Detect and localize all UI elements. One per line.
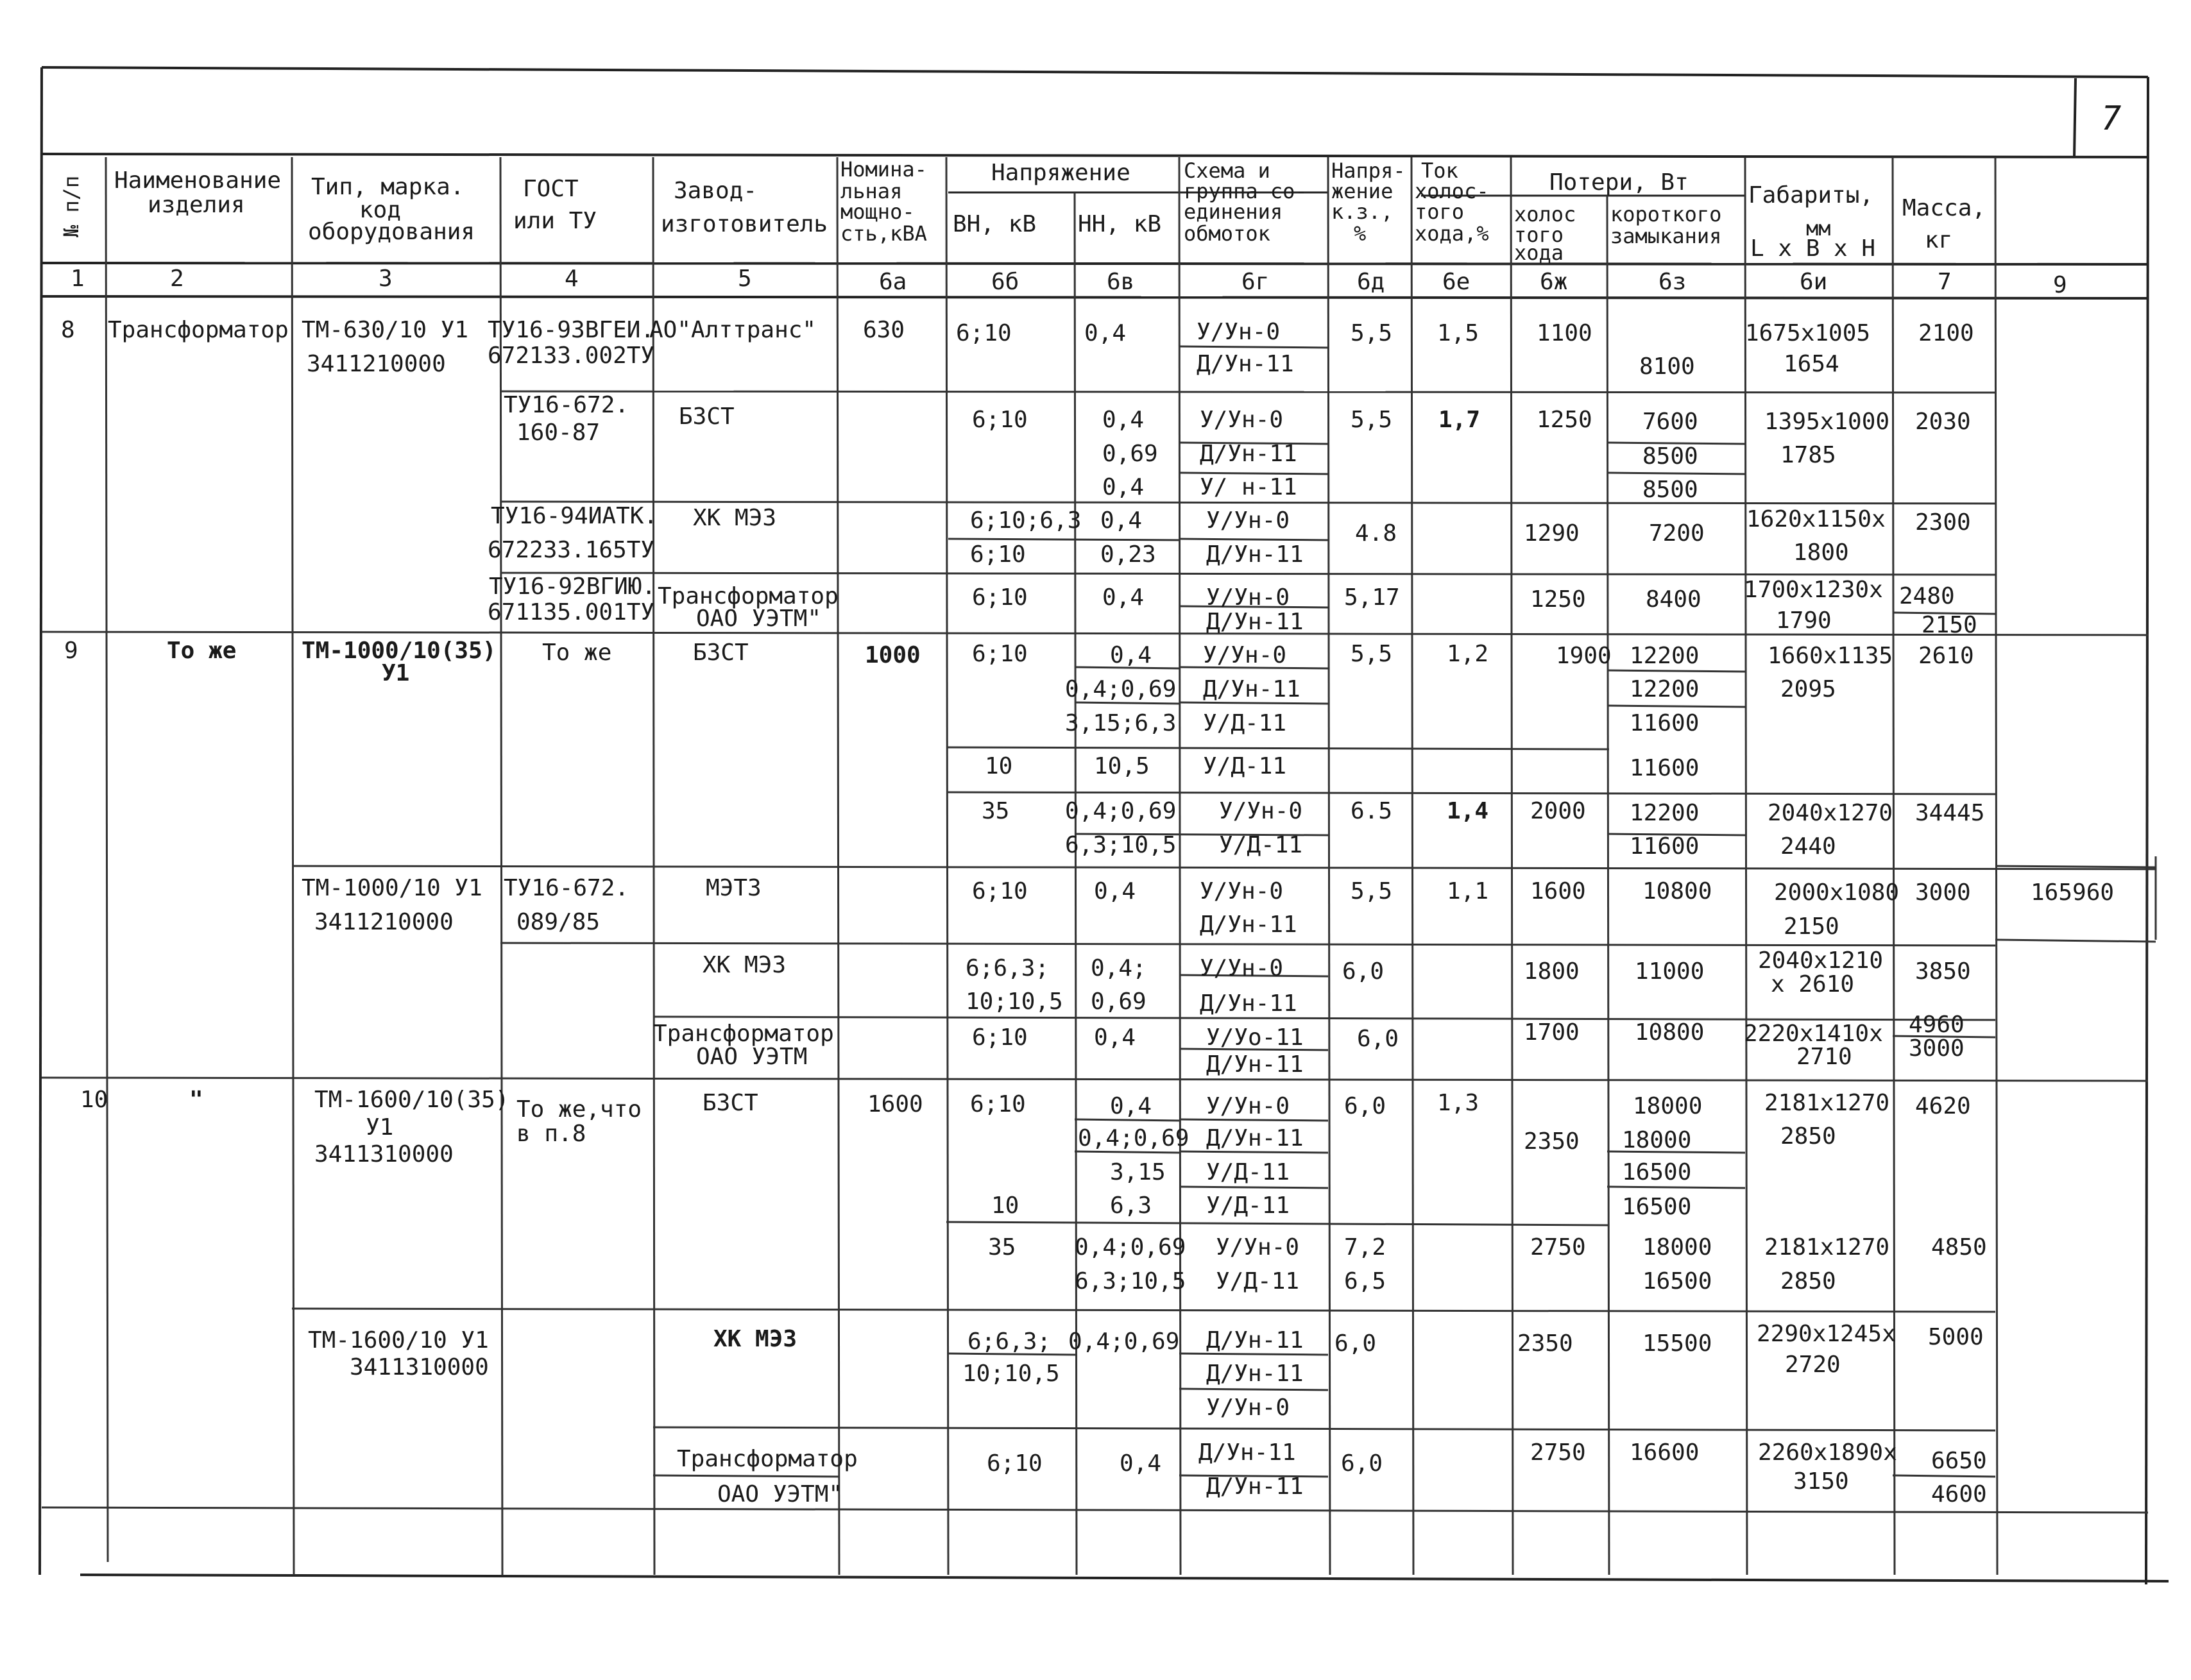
row8-gost-c1: ТУ16-94ИАТК. [491, 503, 658, 529]
row10-pk-a2: 18000 [1622, 1127, 1692, 1153]
row8-gost-a1: ТУ16-93ВГЕИ. [488, 317, 655, 343]
row10-uk-a1: 6,0 [1344, 1093, 1386, 1119]
row10-uk-b: 6,0 [1334, 1330, 1377, 1357]
row10-schema-b1: Д/Ун-11 [1206, 1327, 1304, 1353]
row9-p0-b: 1600 [1530, 878, 1586, 904]
header-gost: ГОСТ [523, 176, 579, 202]
row10-nn-a4: 6,3 [1110, 1192, 1152, 1219]
row8-schema-c1: У/Ун-0 [1206, 507, 1290, 534]
row8-number: 8 [61, 317, 75, 343]
row9-i0-b: 1,1 [1447, 878, 1489, 904]
row8-pk-d: 8400 [1646, 586, 1701, 613]
row9-mass-c: 3850 [1915, 958, 1971, 985]
header-schema: Схема и [1184, 158, 1270, 183]
header-uk-2: жение [1331, 179, 1394, 203]
row9-pk-a5: 12200 [1630, 800, 1700, 826]
row8-schema-b3: У/ н-11 [1200, 474, 1297, 500]
row9-pk-a2: 12200 [1630, 676, 1700, 702]
header-uk: Напря- [1331, 158, 1406, 183]
row9-gost-b2: 089/85 [516, 909, 601, 935]
row10-vn-a1: 6;10 [970, 1091, 1026, 1117]
row8-schema-a1: У/Ун-0 [1197, 319, 1281, 345]
header-name: Наименование [114, 167, 282, 194]
row8-nn-c1: 0,4 [1100, 507, 1143, 534]
row8-factory-b: БЗСТ [679, 403, 735, 430]
row10-dim-a1: 2181x1270 [1764, 1090, 1890, 1116]
row9-dim-c2: x 2610 [1771, 971, 1855, 997]
row10-schema-a1: У/Ун-0 [1206, 1093, 1290, 1119]
row10-pk-a6: 16500 [1642, 1268, 1712, 1294]
row9-dim-b2: 2150 [1784, 913, 1839, 940]
row9-p0-a1: 1900 [1556, 643, 1612, 669]
colnum-6z: 6з [1658, 269, 1687, 295]
row8-name: Трансформатор [108, 317, 289, 343]
row9-nn-a6: 6,3;10,5 [1065, 832, 1177, 858]
row10-schema-a4: У/Д-11 [1206, 1192, 1290, 1219]
row10-dim-a2: 2850 [1780, 1123, 1836, 1150]
row8-schema-d2: Д/Ун-11 [1206, 609, 1304, 635]
row10-name: " [189, 1087, 203, 1113]
colnum-6zh: 6ж [1540, 269, 1568, 295]
row9-nn-a3: 3,15;6,3 [1065, 710, 1177, 736]
row8-dim-d2: 1790 [1776, 607, 1832, 634]
row9-vn-a1: 6;10 [972, 641, 1028, 667]
row10-nn-a6: 6,3;10,5 [1075, 1268, 1186, 1294]
row10-dim-a4: 2850 [1780, 1268, 1836, 1294]
row9-mass-a2: 34445 [1915, 800, 1985, 826]
row9-schema-d1: У/Уо-11 [1206, 1024, 1304, 1051]
row9-mass-b: 3000 [1915, 879, 1971, 906]
row8-pk-a: 8100 [1639, 353, 1695, 380]
row10-factory-b: ХК МЭЗ [713, 1326, 797, 1352]
row8-factory-d2: ОАО УЭТМ" [696, 606, 822, 632]
row8-dim-c2: 1800 [1793, 539, 1849, 566]
row10-type-a2: У1 [366, 1114, 394, 1141]
row10-schema-c2: Д/Ун-11 [1206, 1473, 1304, 1500]
row10-nn-a2: 0,4;0,69 [1078, 1125, 1189, 1151]
row10-dim-b1: 2290x1245x [1757, 1321, 1896, 1347]
row8-p0-b: 1250 [1537, 407, 1592, 433]
row10-pk-b: 15500 [1642, 1330, 1712, 1357]
colnum-3: 3 [379, 266, 393, 292]
row10-vn-a2: 10 [991, 1192, 1019, 1219]
row10-dim-c2: 3150 [1793, 1468, 1849, 1495]
row9-schema-a1: У/Ун-0 [1203, 642, 1287, 668]
row9-schema-a3: У/Д-11 [1203, 710, 1287, 736]
row8-mass-b: 2030 [1915, 409, 1971, 435]
row8-schema-a2: Д/Ун-11 [1197, 351, 1294, 377]
row9-type-b2: 3411210000 [314, 909, 454, 935]
row8-p0-d: 1250 [1530, 586, 1586, 613]
row8-dim-a2: 1654 [1784, 351, 1839, 377]
header-name-2: изделия [148, 192, 245, 218]
header-dims: Габариты, [1748, 182, 1874, 208]
colnum-7: 7 [1938, 269, 1952, 295]
row9-dim-a3: 2040x1270 [1768, 800, 1893, 826]
row8-pk-b2: 8500 [1642, 443, 1698, 470]
header-power-4: сть,кВА [840, 221, 927, 246]
row8-uk-a: 5,5 [1351, 320, 1393, 346]
row9-mass-d2: 3000 [1909, 1035, 1965, 1062]
row8-type: ТМ-630/10 У1 [302, 317, 469, 343]
row10-uk-c: 6,0 [1341, 1450, 1383, 1477]
row9-vn-a2: 10 [985, 753, 1013, 779]
row9-name: То же [167, 638, 237, 664]
row8-pk-b3: 8500 [1642, 477, 1698, 503]
row10-gost-a2: в п.8 [516, 1121, 586, 1147]
row10-p0-c: 2750 [1530, 1439, 1586, 1466]
row8-gost-d1: ТУ16-92ВГИЮ. [489, 573, 656, 600]
row10-nn-c: 0,4 [1120, 1450, 1162, 1477]
row9-pk-a3: 11600 [1630, 710, 1700, 736]
row9-pk-b: 10800 [1642, 878, 1712, 904]
row9-dim-a1: 1660x1135 [1768, 643, 1893, 669]
row10-mass-c1: 6650 [1931, 1448, 1987, 1474]
header-factory-2: изготовитель [661, 211, 828, 237]
row8-nn-b1: 0,4 [1102, 407, 1145, 433]
row10-schema-c1: Д/Ун-11 [1198, 1439, 1296, 1466]
row9-nn-c2: 0,69 [1091, 988, 1147, 1015]
row8-i0-a: 1,5 [1437, 320, 1479, 346]
row8-gost-a2: 672133.002ТУ [488, 343, 655, 369]
row10-schema-b2: Д/Ун-11 [1206, 1361, 1304, 1387]
row10-factory-c1: Трансформатор [677, 1446, 858, 1472]
row8-gost-c2: 672233.165ТУ [488, 537, 655, 563]
header-losses: Потери, Вт [1549, 169, 1689, 196]
row9-p0-c: 1800 [1524, 958, 1580, 985]
row8-gost-d2: 671135.001ТУ [488, 599, 655, 625]
row10-pk-a5: 18000 [1642, 1234, 1712, 1260]
row10-dim-c1: 2260x1890x [1758, 1439, 1897, 1466]
row9-power: 1000 [865, 642, 921, 668]
header-power: Номина- [840, 157, 927, 182]
row8-schema-b1: У/Ун-0 [1200, 407, 1284, 433]
row10-i0-a: 1,3 [1437, 1090, 1479, 1116]
header-schema-2: группа со- [1184, 179, 1308, 203]
row10-p0-b: 2350 [1517, 1330, 1573, 1357]
page-number: 7 [2101, 99, 2122, 138]
row9-factory-a: БЗСТ [693, 640, 749, 666]
header-p0-2: того [1514, 223, 1564, 247]
row8-power: 630 [863, 317, 905, 343]
row9-schema-d2: Д/Ун-11 [1206, 1051, 1304, 1078]
row8-p0-a: 1100 [1537, 320, 1592, 346]
row8-nn-d: 0,4 [1102, 584, 1145, 611]
row9-p0-a2: 2000 [1530, 798, 1586, 824]
colnum-4: 4 [565, 266, 579, 292]
row9-pk-d: 10800 [1635, 1019, 1705, 1046]
row8-factory-c: ХК МЭЗ [693, 505, 777, 531]
row10-pk-a3: 16500 [1622, 1159, 1692, 1185]
header-uk-4: % [1354, 221, 1367, 246]
row10-pk-a4: 16500 [1622, 1194, 1692, 1220]
row8-nn-b3: 0,4 [1102, 474, 1145, 500]
row9-uk-c: 6,0 [1342, 958, 1385, 985]
row9-pk-c: 11000 [1635, 958, 1705, 985]
row9-schema-c2: Д/Ун-11 [1200, 990, 1297, 1017]
row10-uk-a2: 7,2 [1344, 1234, 1386, 1260]
row9-uk-a2: 6.5 [1351, 798, 1393, 824]
row10-mass-a2: 4850 [1931, 1234, 1987, 1260]
row10-vn-b1: 6;6,3; [968, 1328, 1052, 1355]
row8-code: 3411210000 [307, 351, 446, 377]
header-number: № п/п [59, 175, 83, 237]
colnum-6d: 6д [1357, 269, 1385, 295]
row9-nn-b: 0,4 [1094, 878, 1136, 904]
row9-extra-b: 165960 [2031, 879, 2115, 906]
header-current-4: хода,% [1415, 221, 1489, 246]
row9-vn-b: 6;10 [972, 878, 1028, 904]
row8-vn-d: 6;10 [972, 584, 1028, 611]
header-power-3: мощно- [840, 199, 915, 224]
row9-type-a2: У1 [382, 660, 410, 686]
row9-factory-d2: ОАО УЭТМ [696, 1044, 808, 1070]
row9-nn-a5: 0,4;0,69 [1065, 798, 1177, 824]
row9-uk-b: 5,5 [1351, 878, 1393, 904]
row8-vn-a: 6;10 [956, 320, 1012, 346]
row8-i0-b: 1,7 [1438, 407, 1481, 433]
colnum-6a: 6а [879, 269, 907, 295]
header-factory: Завод- [674, 178, 758, 204]
row8-mass-a: 2100 [1918, 320, 1974, 346]
row10-vn-b2: 10;10,5 [962, 1361, 1060, 1387]
row8-uk-c: 4.8 [1355, 520, 1397, 547]
header-pk-2: замыкания [1610, 224, 1722, 248]
row10-type-b2: 3411310000 [350, 1354, 489, 1380]
row9-factory-b: МЭТЗ [706, 875, 762, 901]
row9-gost-a: То же [542, 640, 612, 666]
header-current-3: того [1415, 199, 1465, 224]
row8-uk-b: 5,5 [1351, 407, 1393, 433]
header-type-3: оборудования [308, 219, 475, 245]
row10-vn-c: 6;10 [987, 1450, 1043, 1477]
header-p0: холос [1514, 202, 1576, 226]
row9-vn-c2: 10;10,5 [966, 988, 1063, 1015]
row9-mass-a1: 2610 [1918, 643, 1974, 669]
header-power-2: льная [840, 179, 903, 203]
row8-schema-d1: У/Ун-0 [1206, 584, 1290, 611]
row8-dim-c1: 1620x1150x [1746, 506, 1886, 532]
row8-nn-c2: 0,23 [1100, 541, 1156, 568]
row8-gost-b1: ТУ16-672. [504, 392, 629, 418]
row8-uk-d: 5,17 [1344, 584, 1400, 611]
header-nn: НН, кВ [1078, 211, 1162, 237]
row9-nn-a2: 0,4;0,69 [1065, 676, 1177, 702]
row8-mass-c: 2300 [1915, 509, 1971, 536]
row8-gost-b2: 160-87 [516, 420, 601, 446]
row10-p0-a1: 2350 [1524, 1128, 1580, 1155]
row9-schema-a6: У/Д-11 [1219, 832, 1303, 858]
colnum-6g: 6г [1241, 269, 1270, 295]
colnum-6b: 6б [991, 269, 1019, 295]
row8-vn-c1: 6;10;6,3 [970, 507, 1082, 534]
row8-vn-b: 6;10 [972, 407, 1028, 433]
row9-nn-a4: 10,5 [1094, 753, 1150, 779]
row10-dim-b2: 2720 [1785, 1352, 1841, 1378]
row9-dim-c1: 2040x1210 [1758, 947, 1884, 974]
row8-vn-c2: 6;10 [970, 541, 1026, 568]
row9-type-a1: ТМ-1000/10(35) [302, 638, 497, 664]
row9-schema-a4: У/Д-11 [1203, 753, 1287, 779]
row10-p0-a2: 2750 [1530, 1234, 1586, 1260]
row9-schema-a5: У/Ун-0 [1219, 798, 1303, 824]
colnum-6e: 6е [1442, 269, 1471, 295]
row9-vn-c1: 6;6,3; [966, 955, 1050, 981]
row9-dim-a2: 2095 [1780, 676, 1836, 702]
row9-mass-d1: 4960 [1909, 1012, 1965, 1038]
row9-dim-d2: 2710 [1796, 1044, 1852, 1070]
header-current-2: холос- [1415, 179, 1489, 203]
row9-type-b1: ТМ-1000/10 У1 [302, 875, 482, 901]
row10-uk-a3: 6,5 [1344, 1268, 1386, 1294]
row8-dim-d1: 1700x1230x [1744, 577, 1883, 603]
row9-uk-a1: 5,5 [1351, 641, 1393, 667]
row8-p0-c: 1290 [1524, 520, 1580, 547]
colnum-9: 9 [2053, 272, 2067, 298]
header-voltage: Напряжение [991, 160, 1130, 186]
row10-factory-a: БЗСТ [703, 1090, 758, 1116]
colnum-6i: 6и [1800, 269, 1828, 295]
row9-i0-a2: 1,4 [1447, 798, 1489, 824]
header-schema-4: обмоток [1184, 221, 1270, 246]
row10-schema-a3: У/Д-11 [1206, 1159, 1290, 1185]
row9-dim-a4: 2440 [1780, 833, 1836, 860]
row8-dim-a1: 1675x1005 [1745, 320, 1871, 346]
row8-nn-a: 0,4 [1084, 320, 1127, 346]
row10-mass-a1: 4620 [1915, 1093, 1971, 1119]
row8-dim-b2: 1785 [1780, 442, 1836, 468]
row8-mass-d2: 2150 [1922, 612, 1977, 638]
row9-uk-d: 6,0 [1357, 1026, 1399, 1052]
row8-factory-a: АО"Алттранс" [649, 317, 817, 343]
row10-nn-b: 0,4;0,69 [1068, 1328, 1180, 1355]
row9-p0-d: 1700 [1524, 1019, 1580, 1046]
row10-pk-c: 16600 [1630, 1439, 1700, 1466]
row8-pk-c: 7200 [1649, 520, 1705, 547]
row10-schema-a2: Д/Ун-11 [1206, 1125, 1304, 1151]
row10-type-a3: 3411310000 [314, 1141, 454, 1167]
row10-factory-c2: ОАО УЭТМ" [717, 1481, 843, 1507]
row10-gost-a1: То же,что [516, 1096, 642, 1123]
row9-nn-c1: 0,4; [1091, 955, 1147, 981]
row10-nn-a5: 0,4;0,69 [1075, 1234, 1186, 1260]
row9-schema-a2: Д/Ун-11 [1203, 676, 1300, 702]
row10-schema-b3: У/Ун-0 [1206, 1395, 1290, 1421]
row9-number: 9 [64, 638, 78, 664]
row8-schema-c2: Д/Ун-11 [1206, 541, 1304, 568]
row10-type-a1: ТМ-1600/10(35) [314, 1087, 509, 1113]
colnum-5: 5 [738, 266, 752, 292]
header-dims-3: L x B x H [1750, 235, 1876, 262]
row10-mass-b: 5000 [1928, 1324, 1984, 1350]
row9-dim-d1: 2220x1410x [1744, 1021, 1883, 1047]
row8-pk-b1: 7600 [1642, 409, 1698, 435]
colnum-1: 1 [71, 266, 85, 292]
row10-nn-a3: 3,15 [1110, 1159, 1166, 1185]
row9-factory-c: ХК МЭЗ [703, 952, 787, 978]
row9-pk-a1: 12200 [1630, 643, 1700, 669]
row10-power: 1600 [867, 1091, 923, 1117]
row9-schema-b1: У/Ун-0 [1200, 878, 1284, 904]
row8-schema-b2: Д/Ун-11 [1200, 441, 1297, 467]
row10-mass-c2: 4600 [1931, 1481, 1987, 1507]
row8-dim-b1: 1395x1000 [1764, 409, 1890, 435]
header-mass-2: кг [1925, 227, 1953, 253]
row9-gost-b1: ТУ16-672. [504, 875, 629, 901]
row9-nn-a1: 0,4 [1110, 642, 1152, 668]
row9-i0-a1: 1,2 [1447, 641, 1489, 667]
header-current: Ток [1421, 158, 1458, 183]
colnum-2: 2 [170, 266, 184, 292]
header-mass: Масса, [1902, 195, 1986, 221]
header-uk-3: к.з., [1331, 199, 1394, 224]
header-vn: ВН, кВ [953, 211, 1037, 237]
header-gost-2: или ТУ [513, 208, 597, 234]
row9-factory-d1: Трансформатор [653, 1021, 834, 1047]
header-type-2: код [359, 197, 402, 223]
header-dims-2: мм [1806, 216, 1831, 241]
header-pk: короткого [1610, 202, 1722, 226]
row9-schema-c1: У/Ун-0 [1200, 955, 1284, 981]
header-p0-3: хода [1514, 241, 1564, 265]
row9-schema-b2: Д/Ун-11 [1200, 912, 1297, 938]
row8-nn-b2: 0,69 [1102, 441, 1158, 467]
row10-dim-a3: 2181x1270 [1764, 1234, 1890, 1260]
row10-pk-a1: 18000 [1633, 1093, 1703, 1119]
row10-number: 10 [80, 1087, 108, 1113]
row10-vn-a3: 35 [988, 1234, 1016, 1260]
row10-schema-a5: У/Ун-0 [1216, 1234, 1300, 1260]
header-type: Тип, марка. [311, 174, 465, 200]
colnum-6v: 6в [1107, 269, 1135, 295]
row10-schema-a6: У/Д-11 [1216, 1268, 1300, 1294]
row9-vn-a3: 35 [982, 798, 1010, 824]
row8-mass-d1: 2480 [1899, 583, 1955, 609]
row9-pk-a6: 11600 [1630, 833, 1700, 860]
row9-nn-d: 0,4 [1094, 1024, 1136, 1051]
row9-dim-b1: 2000x1080 [1774, 879, 1900, 906]
row10-nn-a1: 0,4 [1110, 1093, 1152, 1119]
row8-factory-d1: Трансформатор [658, 583, 839, 609]
row10-type-b1: ТМ-1600/10 У1 [308, 1327, 489, 1353]
row9-pk-a4: 11600 [1630, 755, 1700, 781]
header-schema-3: единения [1184, 199, 1283, 224]
row9-vn-d: 6;10 [972, 1024, 1028, 1051]
